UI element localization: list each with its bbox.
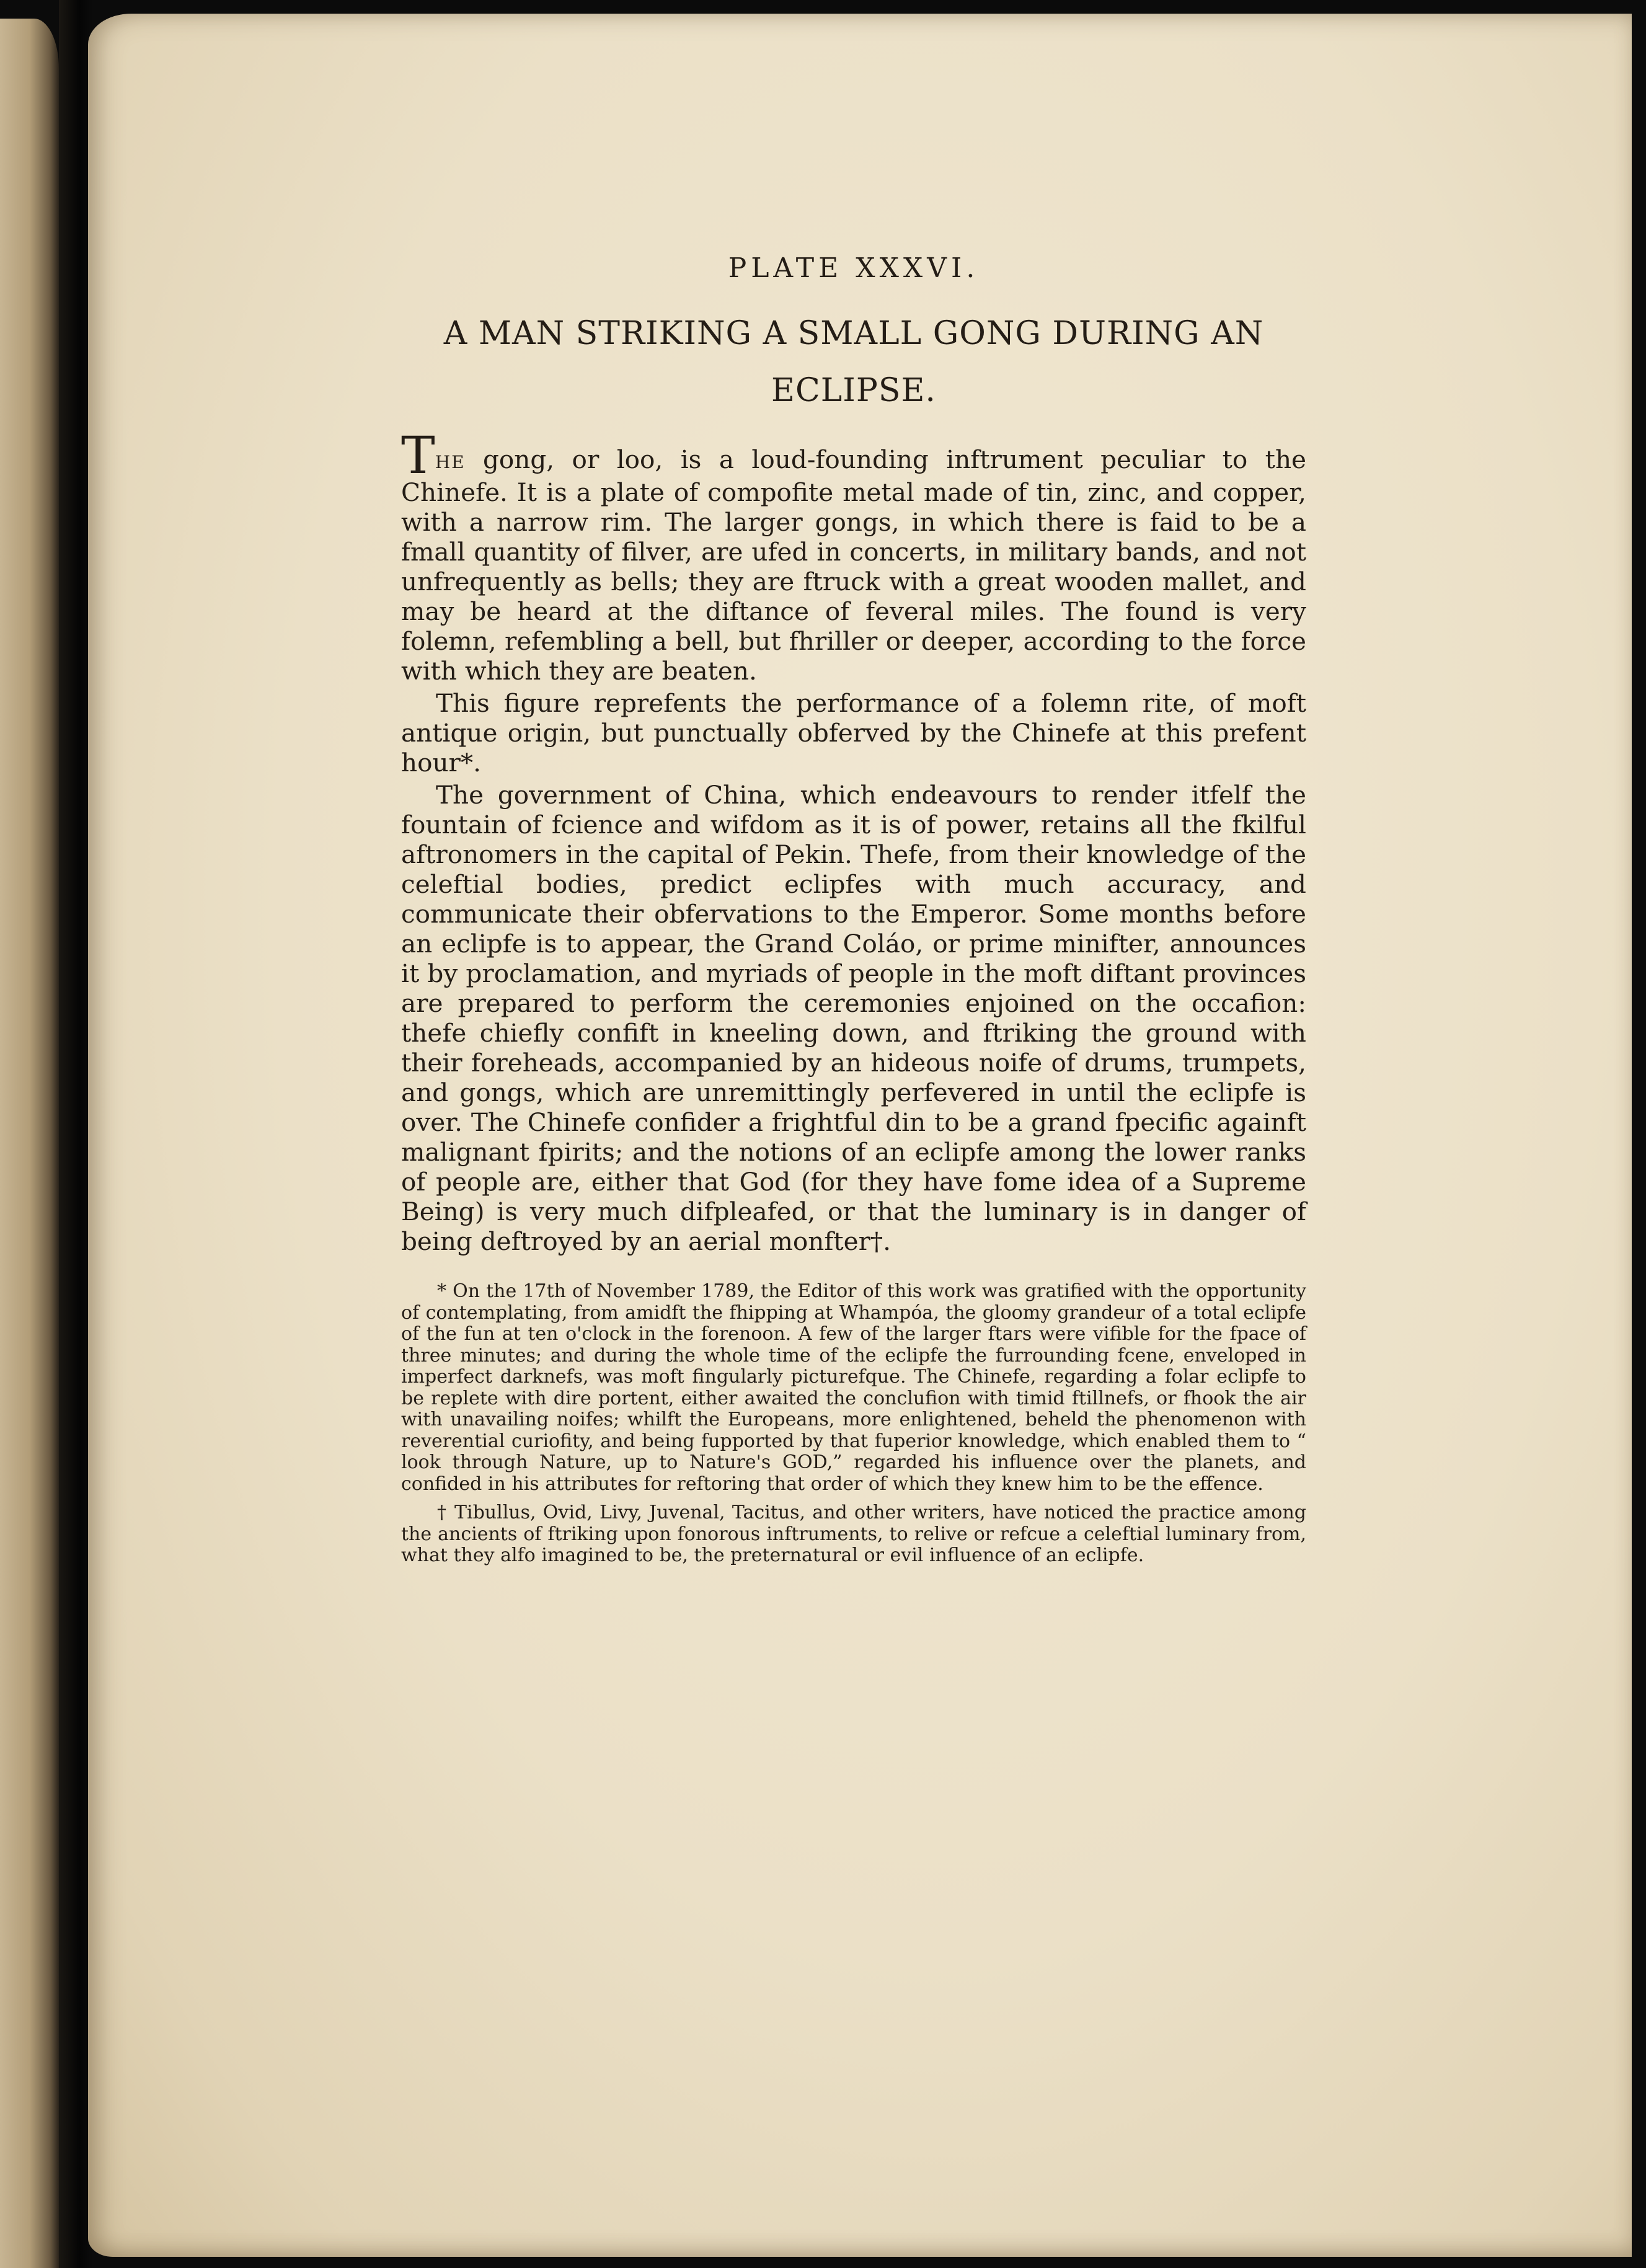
drop-cap: T	[401, 427, 435, 485]
plate-title: A MAN STRIKING A SMALL GONG DURING AN ECLIPSE.	[443, 315, 1264, 409]
body-paragraph-2: This figure reprefents the performance of a folemn rite, of moft antique origin, but punctually obferved by the Chinefe at this prefent hour*.	[401, 688, 1306, 777]
body-paragraph-1	[401, 427, 1306, 686]
body-paragraph-3: The government of China, which endeavours to render itfelf the fountain of fcience and wifdom as it is of power, retains all the fkilful aftronomers in the capital of Pekin. Thefe, from their knowledge of the celeftial bodies, predict eclipfes with much accuracy, and communicate their obfervations to the Emperor. Some months before an eclipfe is to appear, the Grand Coláo, or prime minifter, announces it by proclamation, and myriads of people in the moft diftant provinces are prepared to perform the ceremonies enjoined on the occafion: thefe chiefly confift in kneeling down, and ftriking the ground with their foreheads, accompanied by an hideous noife of drums, trumpets, and gongs, which are unremittingly perfevered in until the eclipfe is over. The Chinefe confider a frightful din to be a grand fpecific againft malignant fpirits; and the notions of an eclipfe among the lower ranks of people are, either that God (for they have fome idea of a Supreme Being) is very much difpleafed, or that the luminary is in danger of being deftroyed by an aerial monfter†.	[401, 780, 1306, 1256]
footnote-dagger: † Tibullus, Ovid, Livy, Juvenal, Tacitus, and other writers, have noticed the practice among the ancients of ftriking upon fonorous inftruments, to relive or refcue a celeftial luminary from, what they alfo imagined to be, the preternatural or evil influence of an eclipfe.	[401, 1502, 1306, 1566]
footnotes	[401, 1281, 1306, 1567]
book-page	[88, 14, 1632, 2257]
page-text-block	[401, 252, 1306, 1567]
facing-page-edge	[0, 19, 59, 2268]
footnote-star: * On the 17th of November 1789, the Editor of this work was gratified with the opportunity of contemplating, from amidft the fhipping at Whampóa, the gloomy grandeur of a total eclipfe of the fun at ten o'clock in the forenoon. A few of the larger ftars were vifible for the fpace of three minutes; and during the whole time of the eclipfe the furrounding fcene, enveloped in imperfect darknefs, was moft fingularly picturefque. The Chinefe, regarding a folar eclipfe to be replete with dire portent, either awaited the conclufion with timid ftillnefs, or fhook the air with unavailing noifes; whilft the Europeans, more enlightened, beheld the phenomenon with reverential curiofity, and being fupported by that fuperior knowledge, which enabled them to “ look through Nature, up to Nature's GOD,” regarded his influence over the planets, and confided in his attributes for reftoring that order of which they knew him to be the effence.	[401, 1280, 1306, 1495]
plate-number: PLATE XXXVI.	[728, 252, 980, 284]
paragraph-1-text: gong, or loo, is a loud-founding inftrument peculiar to the Chinefe. It is a plate of compofite metal made of tin, zinc, and copper, with a narrow rim. The larger gongs, in which there is faid to be a fmall quantity of filver, are ufed in concerts, in military bands, and not unfrequently as bells; they are ftruck with a great wooden mallet, and may be heard at the diftance of feveral miles. The found is very folemn, refembling a bell, but fhriller or deeper, according to the force with which they are beaten.	[401, 445, 1306, 686]
lead-small-caps: HE	[435, 452, 466, 472]
